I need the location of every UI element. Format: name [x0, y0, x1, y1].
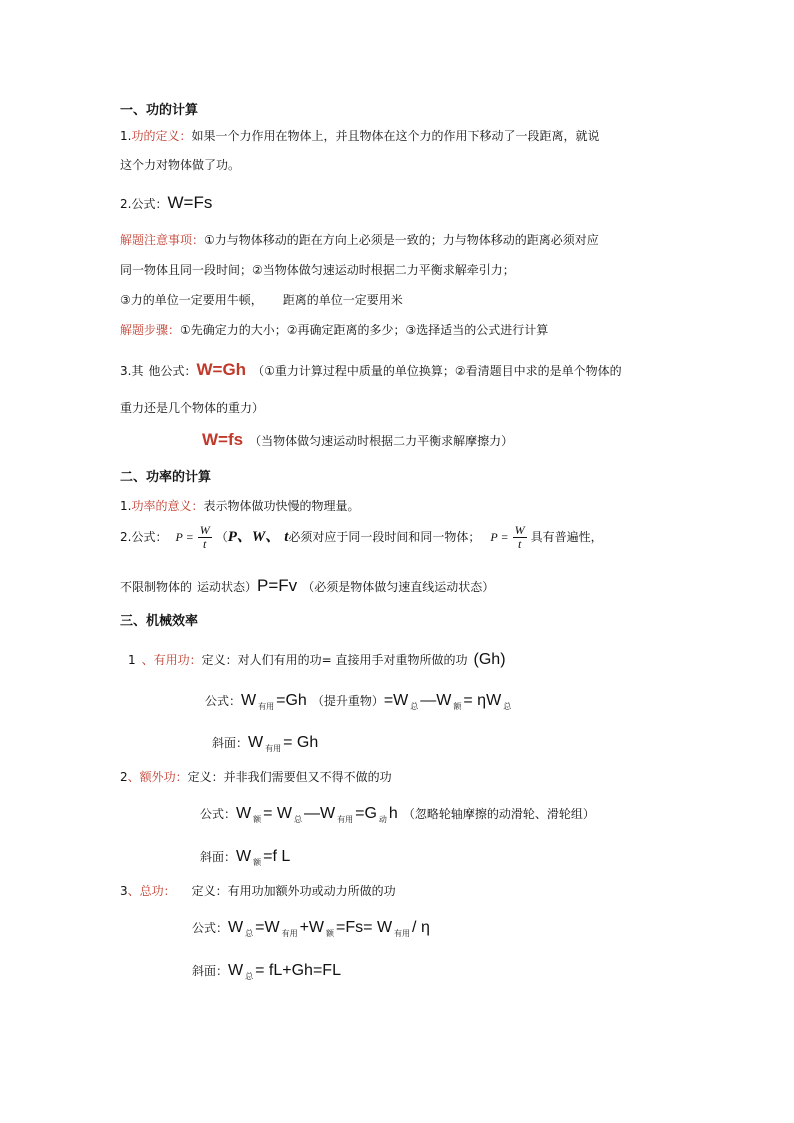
useful-slope-line	[212, 735, 318, 753]
formula-p-fv: P=Fv	[257, 576, 298, 595]
extra-work-def: 定义：并非我们需要但又不得不做的功	[187, 770, 392, 784]
useful-note: （提升重物）	[311, 694, 384, 708]
formula-w-gh: W=Gh	[196, 360, 247, 379]
w-symbol: W	[248, 734, 264, 751]
sub-useful: 有用	[281, 929, 298, 938]
work-definition-label: 功的定义：	[131, 129, 192, 143]
other-formula-line-2: 重力还是几个物体的重力）	[120, 401, 265, 415]
fraction-numerator: W	[199, 523, 210, 537]
extra-slope-line	[200, 849, 290, 867]
sub-useful: 有用	[394, 929, 411, 938]
notes-text-3b: 距离的单位一定要用米	[282, 293, 403, 307]
formula-w-fs: W=fs	[202, 430, 244, 449]
extra-eq-3: =G	[355, 805, 377, 822]
other-formula-line-1	[120, 362, 622, 379]
useful-rest-2: —W	[420, 692, 452, 709]
sub-extra: 额	[253, 858, 262, 867]
total-eq-2: +W	[299, 919, 325, 936]
notes-label: 解题注意事项：	[120, 233, 205, 247]
item-number: 1	[128, 653, 136, 667]
sub-total: 总	[410, 702, 419, 711]
useful-work-label: 、有用功：	[141, 653, 202, 667]
useful-work-line	[128, 652, 506, 668]
extra-slope-eq: =f L	[263, 848, 291, 865]
section-3-heading: 三、机械效率	[120, 614, 199, 629]
useful-work-def: 定义：对人们有用的功= 直接用手对重物所做的功	[201, 653, 468, 667]
section-2-heading: 二、功率的计算	[120, 470, 212, 485]
total-eq-1: =W	[255, 919, 280, 936]
other-formula-note-1: （①重力计算过程中质量的单位换算；②看清题目中求的是单个物体的	[252, 364, 622, 378]
total-work-line	[120, 883, 396, 899]
steps-label: 解题步骤：	[120, 323, 181, 337]
fraction-numerator: W	[514, 523, 525, 537]
w-symbol: W	[236, 848, 252, 865]
sub-move: 动	[378, 815, 387, 824]
total-work-label: 、总功：	[127, 884, 176, 898]
total-slope-line	[192, 963, 341, 981]
power-formula-line-2	[120, 578, 494, 595]
formula-p-fv-note: （必须是物体做匀速直线运动状态）	[302, 580, 495, 594]
total-work-def: 定义：有用功加额外功或动力所做的功	[191, 884, 396, 898]
useful-eq-gh: =Gh	[276, 692, 307, 709]
item-number: 3.其	[120, 364, 144, 378]
power-formula-line	[120, 523, 603, 551]
power-meaning-line	[120, 498, 359, 514]
paren-open: （	[215, 530, 228, 544]
extra-note: （忽略轮轴摩擦的动滑轮、滑轮组）	[402, 807, 595, 821]
sub-useful: 有用	[265, 744, 282, 753]
fraction-w-over-t-2	[513, 524, 527, 551]
sub-extra: 额	[326, 929, 335, 938]
steps-text: ①先确定力的大小；②再确定距离的多少；③选择适当的公式进行计算	[180, 323, 549, 337]
useful-slope-eq: = Gh	[283, 734, 319, 751]
useful-gh: (Gh)	[473, 651, 506, 668]
section-1-heading: 一、功的计算	[120, 103, 199, 118]
work-definition-line-1	[120, 128, 599, 144]
p-equals: P =	[175, 530, 194, 544]
sub-useful: 有用	[258, 702, 275, 711]
total-slope-eq: = fL+Gh=FL	[255, 962, 341, 979]
fraction-w-over-t	[198, 524, 212, 551]
extra-eq-1: = W	[263, 805, 293, 822]
useful-rest-1: =W	[383, 692, 409, 709]
sub-total: 总	[245, 972, 254, 981]
sub-extra: 额	[253, 815, 262, 824]
notes-line-2: 同一物体且同一段时间；②当物体做匀速运动时根据二力平衡求解牵引力；	[120, 263, 515, 277]
extra-formula-line	[200, 806, 595, 824]
item-number: 2.	[120, 530, 132, 544]
work-definition-text: 如果一个力作用在物体上，并且物体在这个力的作用下移动了一段距离，就说	[191, 129, 600, 143]
work-definition-line-2: 这个力对物体做了功。	[120, 158, 241, 172]
power-must-text: 必须对应于同一段时间和同一物体；	[288, 530, 481, 544]
w-symbol: W	[236, 805, 252, 822]
slope-label: 斜面：	[200, 850, 237, 864]
work-formula-line	[120, 195, 212, 212]
other-formula-note-2: （当物体做匀速运动时根据二力平衡求解摩擦力）	[249, 434, 514, 448]
slope-label: 斜面：	[192, 964, 229, 978]
power-meaning-label: 功率的意义：	[131, 499, 204, 513]
notes-line-3	[120, 292, 403, 308]
w-symbol: W	[241, 692, 257, 709]
work-formula: W=Fs	[167, 193, 213, 212]
var-t: t	[284, 529, 289, 545]
extra-h: h	[388, 805, 398, 822]
total-eq-3: =Fs= W	[336, 919, 393, 936]
extra-eq-2: —W	[304, 805, 336, 822]
power-vars: P、W、	[227, 529, 281, 545]
notes-text-1: ①力与物体移动的距在方向上必须是一致的；力与物体移动的距离必须对应	[204, 233, 599, 247]
p-equals-2: P =	[490, 530, 509, 544]
extra-work-label: 、额外功：	[127, 770, 188, 784]
fraction-denominator: t	[203, 537, 207, 551]
formula-label: 公式：	[192, 921, 229, 935]
item-number: 2	[120, 770, 128, 784]
item-number: 2.	[120, 197, 132, 211]
useful-formula-line	[205, 693, 513, 711]
formula-label: 公式：	[205, 694, 242, 708]
item-number: 1.	[120, 499, 132, 513]
power-line2a: 不限制物体的	[120, 580, 193, 594]
power-line2b: 运动状态）	[197, 580, 258, 594]
universal-text: 具有普遍性，	[530, 530, 603, 544]
sub-total: 总	[245, 929, 254, 938]
extra-work-line	[120, 769, 392, 785]
sub-useful: 有用	[337, 815, 354, 824]
steps-line	[120, 322, 548, 338]
total-formula-line	[192, 920, 430, 938]
total-eq-4: / η	[412, 919, 430, 936]
sub-total: 总	[503, 702, 512, 711]
w-symbol: W	[228, 962, 244, 979]
formula-label: 公式：	[131, 197, 168, 211]
notes-line-1	[120, 232, 599, 248]
slope-label: 斜面：	[212, 736, 249, 750]
fraction-denominator: t	[517, 537, 522, 551]
power-meaning-text: 表示物体做功快慢的物理量。	[203, 499, 360, 513]
w-symbol: W	[228, 919, 244, 936]
notes-text-3a: ③力的单位一定要用牛顿，	[120, 293, 263, 307]
sub-total: 总	[294, 815, 303, 824]
other-formula-label: 他公式：	[148, 364, 197, 378]
other-formula-line-3	[202, 432, 513, 449]
item-number: 1.	[120, 129, 132, 143]
item-number: 3	[120, 884, 128, 898]
formula-label: 公式：	[131, 530, 168, 544]
useful-rest-3: = ηW	[463, 692, 502, 709]
sub-extra: 额	[453, 702, 462, 711]
formula-label: 公式：	[200, 807, 237, 821]
